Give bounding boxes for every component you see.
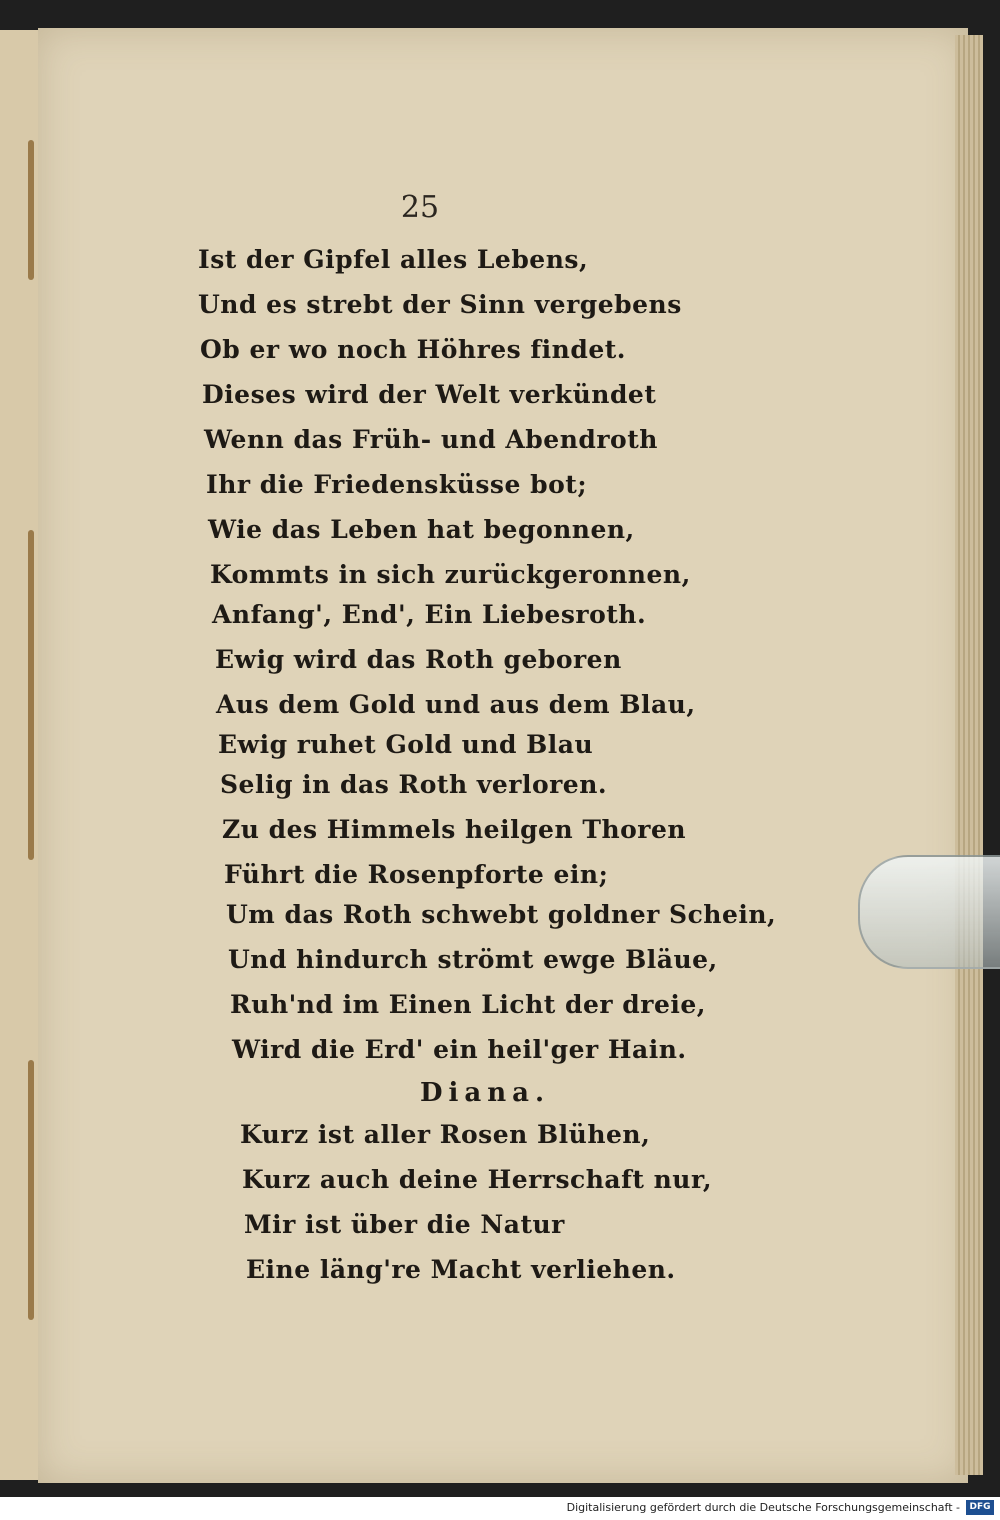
funding-notice: Digitalisierung gefördert durch die Deutsche Forschungsgemeinschaft - xyxy=(566,1501,960,1514)
speaker-line: Kurz auch deine Herrschaft nur, xyxy=(242,1165,713,1194)
poem-line: Kommts in sich zurückgeronnen, xyxy=(210,560,691,589)
dfg-logo: DFG xyxy=(966,1500,994,1515)
binding-mark xyxy=(28,530,34,860)
poem-line: Ihr die Friedensküsse bot; xyxy=(206,470,588,499)
speaker-line: Mir ist über die Natur xyxy=(244,1210,565,1239)
footer-bar xyxy=(0,1497,1000,1520)
poem-line: Führt die Rosenpforte ein; xyxy=(224,860,609,889)
poem-line: Ist der Gipfel alles Lebens, xyxy=(198,245,589,274)
poem-line: Ewig ruhet Gold und Blau xyxy=(218,730,594,759)
poem-line: Anfang', End', Ein Liebesroth. xyxy=(212,600,647,629)
speaker-heading: Diana. xyxy=(420,1078,551,1108)
poem-line: Ob er wo noch Höhres findet. xyxy=(200,335,626,364)
binding-mark xyxy=(28,1060,34,1320)
poem-line: Ruh'nd im Einen Licht der dreie, xyxy=(230,990,706,1019)
speaker-line: Eine läng're Macht verliehen. xyxy=(246,1255,676,1284)
poem-line: Aus dem Gold und aus dem Blau, xyxy=(216,690,696,719)
poem-line: Ewig wird das Roth geboren xyxy=(215,645,622,674)
binding-mark xyxy=(28,140,34,280)
poem-line: Wie das Leben hat begonnen, xyxy=(208,515,635,544)
poem-line: Wird die Erd' ein heil'ger Hain. xyxy=(232,1035,687,1064)
page-number: 25 xyxy=(400,190,440,225)
facing-page-edge xyxy=(0,30,42,1480)
poem-line: Und hindurch strömt ewge Bläue, xyxy=(228,945,718,974)
poem-line: Um das Roth schwebt goldner Schein, xyxy=(226,900,777,929)
poem-line: Selig in das Roth verloren. xyxy=(220,770,608,799)
poem-line: Wenn das Früh- und Abendroth xyxy=(204,425,658,454)
speaker-line: Kurz ist aller Rosen Blühen, xyxy=(240,1120,651,1149)
poem-line: Zu des Himmels heilgen Thoren xyxy=(222,815,687,844)
page-edges xyxy=(955,35,983,1475)
page-holder-clip xyxy=(858,855,1000,969)
poem-line: Und es strebt der Sinn vergebens xyxy=(198,290,682,319)
poem-line: Dieses wird der Welt verkündet xyxy=(202,380,657,409)
